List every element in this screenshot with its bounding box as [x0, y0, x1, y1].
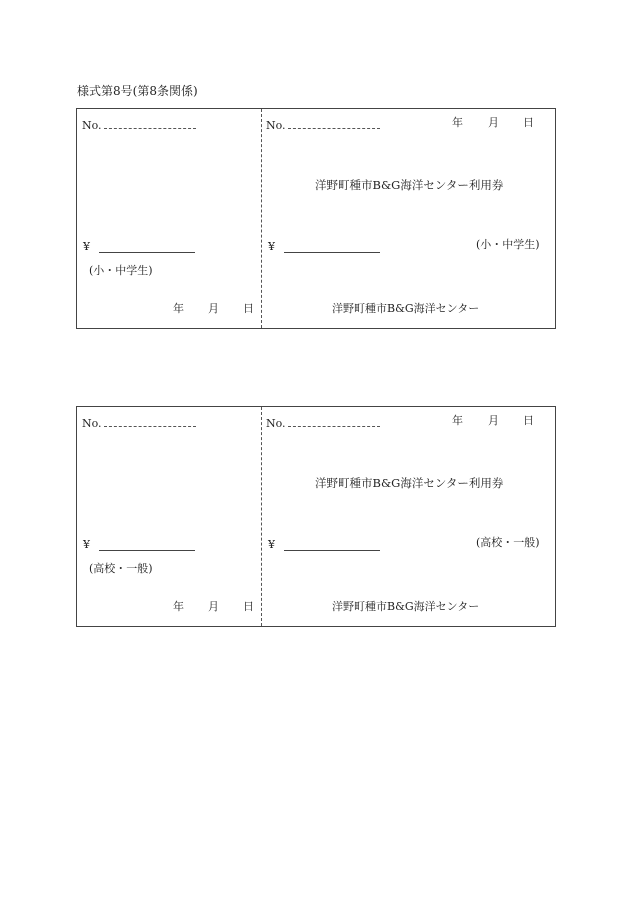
main-date-year: 年	[452, 116, 463, 129]
main-yen-symbol: ¥	[268, 240, 275, 253]
main-yen-symbol: ¥	[268, 538, 275, 551]
ticket-title: 洋野町種市B&G海洋センター利用券	[315, 476, 504, 490]
stub-number-line	[104, 118, 196, 129]
main-number-line	[288, 416, 380, 427]
stub-date-month: 月	[208, 600, 219, 613]
stub-amount-line	[99, 550, 195, 551]
form-title: 様式第8号(第8条関係)	[77, 84, 198, 98]
stub-date-month: 月	[208, 302, 219, 315]
main-category: (高校・一般)	[476, 536, 540, 549]
stub-date-day: 日	[243, 302, 254, 315]
ticket-stub	[77, 109, 262, 328]
stub-date-year: 年	[173, 302, 184, 315]
stub-amount-line	[99, 252, 195, 253]
stub-category: (高校・一般)	[89, 562, 153, 575]
stub-category: (小・中学生)	[89, 264, 153, 277]
issuer: 洋野町種市B&G海洋センター	[332, 600, 480, 613]
main-number	[266, 416, 380, 431]
issuer: 洋野町種市B&G海洋センター	[332, 302, 480, 315]
ticket-main	[262, 109, 555, 328]
main-number-line	[288, 118, 380, 129]
main-date-month: 月	[488, 414, 499, 427]
ticket-main	[262, 407, 555, 626]
main-date-day: 日	[523, 116, 534, 129]
main-number-label: No.	[266, 119, 286, 132]
stub-date-day: 日	[243, 600, 254, 613]
main-number-label: No.	[266, 417, 286, 430]
stub-date-year: 年	[173, 600, 184, 613]
stub-yen-symbol: ¥	[83, 538, 90, 551]
ticket-children	[76, 108, 556, 329]
stub-number	[82, 416, 196, 431]
main-amount-line	[284, 252, 380, 253]
stub-yen-symbol: ¥	[83, 240, 90, 253]
ticket-general	[76, 406, 556, 627]
main-amount-line	[284, 550, 380, 551]
main-date-month: 月	[488, 116, 499, 129]
ticket-stub	[77, 407, 262, 626]
stub-number	[82, 118, 196, 133]
ticket-title: 洋野町種市B&G海洋センター利用券	[315, 178, 504, 192]
main-date-year: 年	[452, 414, 463, 427]
stub-number-label: No.	[82, 119, 102, 132]
stub-number-line	[104, 416, 196, 427]
main-date-day: 日	[523, 414, 534, 427]
stub-number-label: No.	[82, 417, 102, 430]
main-category: (小・中学生)	[476, 238, 540, 251]
main-number	[266, 118, 380, 133]
